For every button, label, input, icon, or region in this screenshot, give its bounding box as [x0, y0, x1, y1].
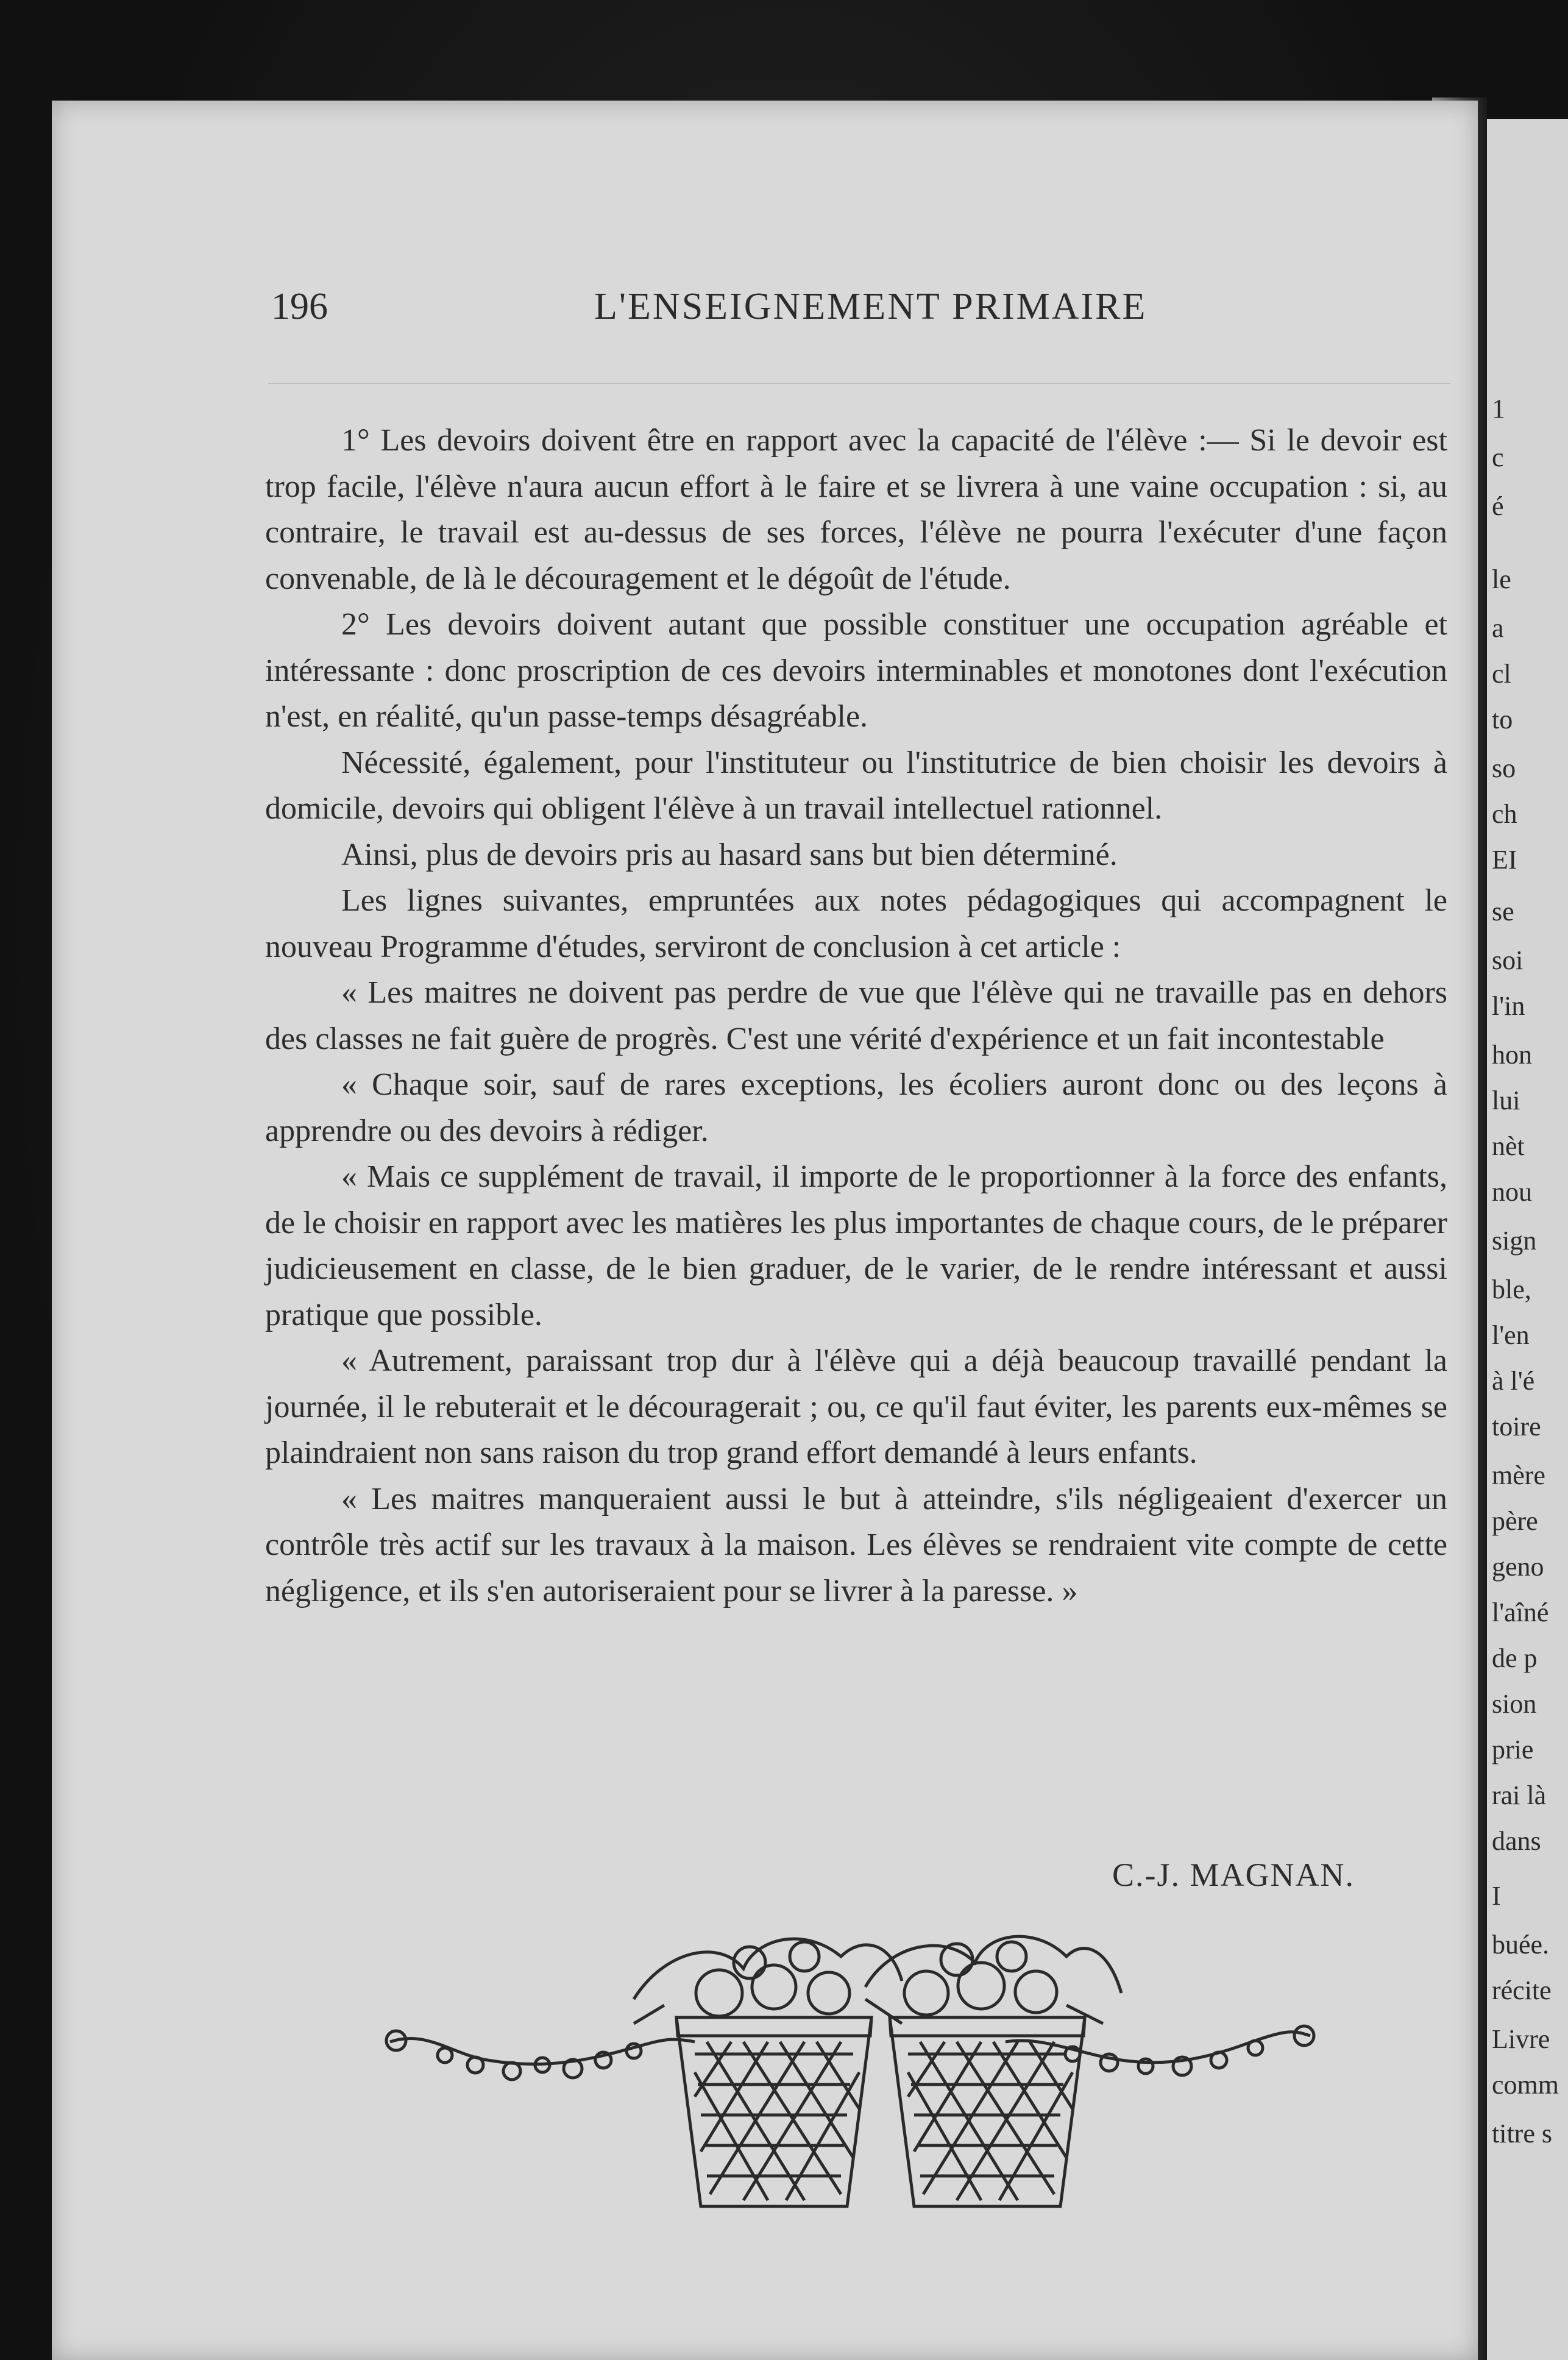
paragraph: 1° Les devoirs doivent être en rapport avec la capacité de l'élève :— Si le devoir est trop facile, l'élève n'aura aucun effort à le faire et se livrera à une vaine occupation : si, au contraire, le travail est au-dessus de ses forces, l'élève ne pourra l'exécuter d'une façon convenable, de là le découragement et le dégoût de l'étude. — [265, 423, 1447, 596]
facing-page-fragment: titre s — [1492, 2119, 1552, 2149]
facing-page-fragment: nèt — [1492, 1131, 1525, 1161]
page-number: 196 — [271, 286, 328, 327]
facing-page-fragment: l'en — [1492, 1320, 1530, 1350]
facing-page-fragment: père — [1492, 1506, 1538, 1536]
paragraph: Ainsi, plus de devoirs pris au hasard sans but bien déterminé. — [341, 837, 1118, 872]
facing-page-fragment: 1 — [1492, 394, 1505, 424]
paragraph: « Autrement, paraissant trop dur à l'élève qui a déjà beaucoup travaillé pendant la journée, il le rebuterait et le découragerait ; ou, ce qu'il faut éviter, les parents eux-mêmes se plaindraient non sans raison du trop grand effort demandé à leurs enfants. — [265, 1343, 1447, 1470]
facing-page-fragment: sign — [1492, 1226, 1537, 1256]
facing-page-fragment: hon — [1492, 1040, 1532, 1070]
facing-page-fragment: nou — [1492, 1177, 1532, 1207]
facing-page-fragment: soi — [1492, 945, 1524, 975]
facing-page-fragment: comm — [1492, 2070, 1559, 2100]
facing-page-fragment: mère — [1492, 1460, 1545, 1490]
author-signature: C.-J. MAGNAN. — [1112, 1857, 1355, 1893]
paragraph: « Chaque soir, sauf de rares exceptions, les écoliers auront donc ou des leçons à apprendre ou des devoirs à rédiger. — [265, 1067, 1447, 1148]
facing-page-fragment: le — [1492, 564, 1511, 594]
facing-page-fragment: l'in — [1492, 991, 1525, 1021]
facing-page-fragment: toire — [1492, 1412, 1541, 1441]
paragraph: 2° Les devoirs doivent autant que possible constituer une occupation agréable et intéressante : donc proscription de ces devoirs interminables et monotones dont l'exécution n'est, en réalité, qu'un passe-temps désagréable. — [265, 607, 1447, 734]
facing-page-fragment: dans — [1492, 1826, 1541, 1856]
facing-page-fragment: Livre — [1492, 2024, 1550, 2054]
paragraph: « Les maitres manqueraient aussi le but à atteindre, s'ils négligeaient d'exercer un contrôle très actif sur les travaux à la maison. Les élèves se rendraient vite compte de cette négligence, et ils s'en autoriseraient pour se livrer à la paresse. » — [265, 1481, 1447, 1608]
facing-page-fragment: lui — [1492, 1086, 1520, 1115]
facing-page-fragment: é — [1492, 491, 1504, 521]
facing-page-fragment: I — [1492, 1881, 1501, 1911]
facing-page-fragment: se — [1492, 897, 1514, 926]
paragraph: « Mais ce supplément de travail, il importe de le proportionner à la force des enfants, de le choisir en rapport avec les matières les plus importantes de chaque cours, de le préparer judicieusement en classe, de le bien graduer, de le varier, de le rendre intéressant et aussi pratique que possible. — [265, 1159, 1447, 1332]
facing-page-fragment: prie — [1492, 1735, 1534, 1765]
running-head: L'ENSEIGNEMENT PRIMAIRE — [594, 286, 1148, 327]
facing-page-fragment: sion — [1492, 1689, 1537, 1719]
paragraph: Nécessité, également, pour l'instituteur ou l'institutrice de bien choisir les devoirs à domicile, devoirs qui obligent l'élève à un travail intellectuel rationnel. — [265, 745, 1447, 826]
facing-page — [1487, 119, 1568, 2360]
facing-page-fragment: rai là — [1492, 1780, 1547, 1810]
header-rule — [268, 383, 1450, 384]
facing-page-fragment: à l'é — [1492, 1366, 1535, 1396]
paragraph: Les lignes suivantes, empruntées aux notes pédagogiques qui accompagnent le nouveau Programme d'études, serviront de conclusion à cet article : — [265, 883, 1447, 964]
facing-page-fragment: EI — [1492, 845, 1517, 875]
facing-page-fragment: ch — [1492, 799, 1517, 829]
facing-page-fragment: l'aîné — [1492, 1598, 1549, 1627]
paragraph: « Les maitres ne doivent pas perdre de vue que l'élève qui ne travaille pas en dehors des classes ne fait guère de progrès. C'est une vérité d'expérience et un fait incontestable — [265, 975, 1447, 1056]
facing-page-fragment: c — [1492, 442, 1504, 472]
facing-page-fragment: a — [1492, 613, 1504, 643]
facing-page-fragment: to — [1492, 705, 1513, 734]
facing-page-fragment: ble, — [1492, 1274, 1531, 1304]
facing-page-fragment: cl — [1492, 659, 1511, 689]
facing-page-fragment: récite — [1492, 1975, 1552, 2005]
facing-page-fragment: so — [1492, 753, 1516, 783]
facing-page-fragment: geno — [1492, 1552, 1544, 1582]
fruit-basket-ornament — [378, 1914, 1322, 2231]
facing-page-fragment: buée. — [1492, 1930, 1550, 1960]
facing-page-fragment: de p — [1492, 1643, 1538, 1673]
article-body — [265, 418, 1447, 1614]
